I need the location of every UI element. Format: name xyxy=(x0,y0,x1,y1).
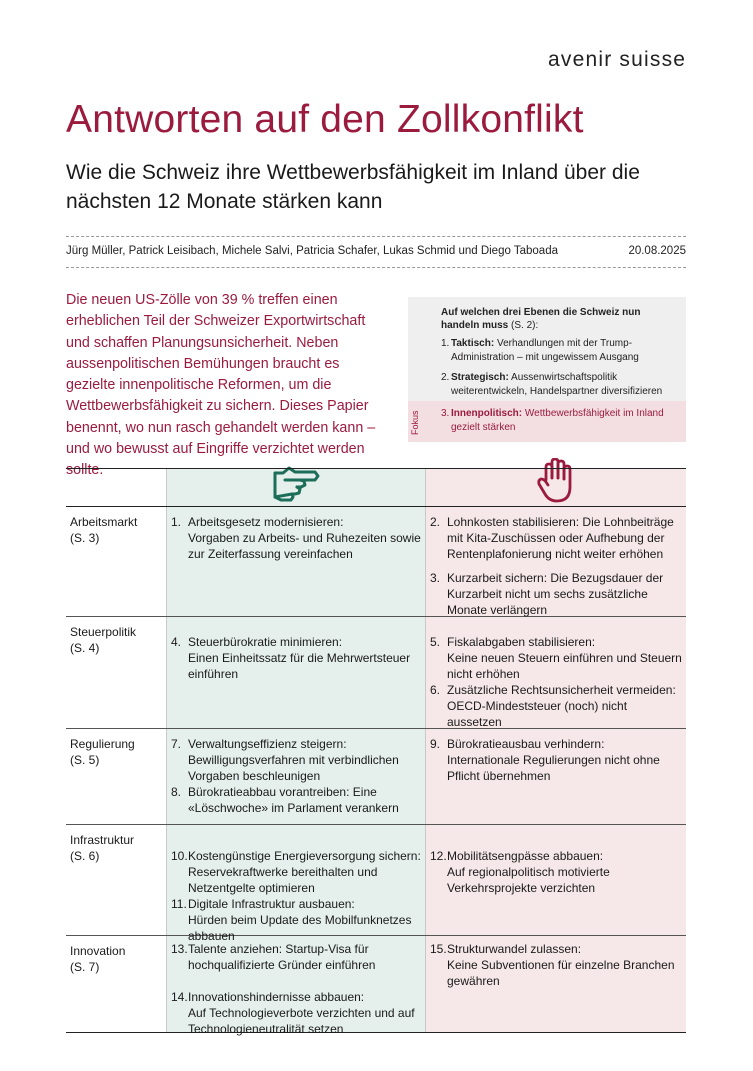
measure-text xyxy=(430,634,682,682)
row-label: Infrastruktur (S. 6) xyxy=(70,833,135,863)
measure-item xyxy=(171,736,423,784)
row-divider xyxy=(66,506,686,507)
focus-question-bold: Auf welchen drei Ebenen die Schweiz nun handeln muss xyxy=(441,307,641,331)
divider xyxy=(66,236,686,237)
measure-description: Keine Subventionen für einzelne Branchen gewähren xyxy=(447,958,675,988)
measure-item xyxy=(171,896,423,944)
measure-text xyxy=(430,736,682,784)
row-divider xyxy=(66,468,686,469)
measure-number: 1. xyxy=(171,515,182,529)
focus-box xyxy=(408,297,686,442)
measure-heading: Strukturwandel zulassen: xyxy=(447,942,582,956)
measure-description: Hürden beim Update des Mobilfunknetzes abbauen xyxy=(188,913,412,943)
measure-description: Bewilligungsverfahren mit verbindlichen Vorgaben beschleunigen xyxy=(188,753,399,783)
measure-heading: Fiskalabgaben stabilisieren: xyxy=(447,635,596,649)
divider xyxy=(66,267,686,268)
focus-item xyxy=(441,337,679,365)
measure-number: 15. xyxy=(430,942,447,956)
measure-number: 8. xyxy=(171,785,182,799)
measure-text xyxy=(171,634,423,682)
stop-hand-icon xyxy=(536,458,576,504)
measure-heading: Lohnkosten stabilisieren: xyxy=(447,515,580,529)
measure-text xyxy=(430,682,682,730)
page-subtitle: Wie die Schweiz ihre Wettbewerbsfähigkeit im Inland über die nächsten 12 Monate stärken kann xyxy=(66,161,640,213)
measure-item xyxy=(430,634,682,682)
measure-heading: Mobilitätsengpässe abbauen: xyxy=(447,849,604,863)
measure-description: Einen Einheitssatz für die Mehrwertsteuer einführen xyxy=(188,651,411,681)
measure-number: 2. xyxy=(430,515,441,529)
measure-text xyxy=(171,848,423,896)
measure-item xyxy=(430,682,682,730)
measure-item xyxy=(171,634,423,682)
measure-item xyxy=(171,514,423,562)
measure-text xyxy=(171,989,423,1037)
measure-heading: Arbeitsgesetz modernisieren: xyxy=(188,515,344,529)
page-title: Antworten auf den Zollkonflikt xyxy=(66,98,584,141)
measure-heading: Kostengünstige Energieversorgung sichern: xyxy=(188,849,421,863)
measure-heading: Bürokratieabbau vorantreiben: xyxy=(188,785,350,799)
measure-text xyxy=(171,736,423,784)
measure-description: Auf regionalpolitisch motivierte Verkehrsprojekte verzichten xyxy=(447,865,610,895)
measure-description: Die Bezugsdauer der Kurzarbeit nicht um sechs zusätzliche Monate verlängern xyxy=(447,571,664,617)
intro-paragraph: Die neuen US-Zölle von 39 % treffen einen erheblichen Teil der Schweizer Exportwirtschaft und schaffen Planungsunsicherheit. Neben aussenpolitischen Bemühungen braucht es gezielte innenpolitische Reformen, um die Wettbewerbsfähigkeit zu sichern. Dieses Papier benennt, wo nun rasch gehandelt werden kann – und wo bewusst auf Eingriffe verzichtet werden sollte. xyxy=(66,292,376,479)
measure-text xyxy=(430,941,682,989)
measure-heading: Digitale Infrastruktur ausbauen: xyxy=(188,897,355,911)
publication-date: 20.08.2025 xyxy=(628,245,686,257)
measure-text xyxy=(430,514,682,562)
column-divider xyxy=(425,468,426,1033)
measure-description: Eine «Löschwoche» im Parlament verankern xyxy=(188,785,399,815)
measure-item xyxy=(171,784,423,816)
focus-item-head: Innenpolitisch: xyxy=(451,408,523,419)
brand-logo: avenir suisse xyxy=(548,48,687,71)
measures-table xyxy=(66,468,686,1036)
measure-heading: Innovationshindernisse abbauen: xyxy=(188,990,365,1004)
measure-number: 11. xyxy=(171,897,187,911)
measure-description: Startup-Visa für hochqualifizierte Gründer einführen xyxy=(188,942,376,972)
focus-item-text: Wettbewerbsfähigkeit im Inland gezielt stärken xyxy=(451,408,664,433)
measure-number: 12. xyxy=(430,849,447,863)
measure-number: 4. xyxy=(171,635,182,649)
measure-heading: Kurzarbeit sichern: xyxy=(447,571,548,585)
row-label: Regulierung (S. 5) xyxy=(70,737,135,767)
row-divider xyxy=(66,824,686,825)
measure-item xyxy=(171,941,423,973)
measure-heading: Verwaltungseffizienz steigern: xyxy=(188,737,347,751)
measure-number: 3. xyxy=(430,571,441,585)
focus-item xyxy=(441,371,679,399)
measure-description: Reservekraftwerke bereithalten und Netzentgelte optimieren xyxy=(188,865,378,895)
row-label: Arbeitsmarkt (S. 3) xyxy=(70,515,138,545)
measure-description: Vorgaben zu Arbeits- und Ruhezeiten sowie zur Zeiterfassung vereinfachen xyxy=(188,531,421,561)
focus-item-text: Aussenwirtschaftspolitik weiterentwickeln, Handelspartner diversifizieren xyxy=(451,372,663,397)
measure-text xyxy=(171,784,423,816)
measure-text xyxy=(171,896,423,944)
measure-item xyxy=(171,848,423,896)
measure-description: Die Lohnbeiträge mit Kita-Zuschüssen oder Aufhebung der Rentenplafonierung nicht weiter erhöhen xyxy=(447,515,674,561)
column-divider xyxy=(166,468,167,1033)
measure-number: 10. xyxy=(171,849,188,863)
measure-description: Auf Technologieverbote verzichten und auf Technologieneutralität setzen xyxy=(188,1006,415,1036)
measure-heading: Bürokratieausbau verhindern: xyxy=(447,737,605,751)
measure-number: 7. xyxy=(171,737,182,751)
author-list: Jürg Müller, Patrick Leisibach, Michele Salvi, Patricia Schafer, Lukas Schmid und Diego Taboada xyxy=(66,245,558,257)
measure-number: 6. xyxy=(430,683,441,697)
measure-text xyxy=(430,570,682,618)
focus-label: Fokus xyxy=(410,410,420,436)
measure-text xyxy=(171,514,423,562)
measure-item xyxy=(430,570,682,618)
measure-text xyxy=(171,941,423,973)
row-label: Steuerpolitik (S. 4) xyxy=(70,625,137,655)
measure-item xyxy=(430,941,682,989)
measure-item xyxy=(430,848,682,896)
row-label: Innovation (S. 7) xyxy=(70,944,126,974)
measure-number: 13. xyxy=(171,942,188,956)
measure-description: Keine neuen Steuern einführen und Steuern nicht erhöhen xyxy=(447,651,682,681)
focus-item-head: Taktisch: xyxy=(451,338,495,349)
focus-item-number: 2. xyxy=(441,372,450,383)
measure-item xyxy=(171,989,423,1037)
focus-item xyxy=(441,407,679,435)
focus-question xyxy=(441,306,676,332)
measure-description: OECD-Mindeststeuer (noch) nicht aussetzen xyxy=(447,699,628,729)
focus-item-text: Verhandlungen mit der Trump-Administration – mit ungewissem Ausgang xyxy=(451,338,639,363)
measure-number: 9. xyxy=(430,737,441,751)
measure-number: 14. xyxy=(171,990,188,1004)
focus-item-number: 1. xyxy=(441,338,450,349)
focus-item-number: 3. xyxy=(441,408,450,419)
focus-item-head: Strategisch: xyxy=(451,372,509,383)
measure-number: 5. xyxy=(430,635,441,649)
measure-heading: Zusätzliche Rechtsunsicherheit vermeiden: xyxy=(447,683,676,697)
focus-question-ref: (S. 2): xyxy=(508,320,539,331)
measure-heading: Talente anziehen: xyxy=(188,942,283,956)
measure-heading: Steuerbürokratie minimieren: xyxy=(188,635,343,649)
measure-item xyxy=(430,736,682,784)
measure-item xyxy=(430,514,682,562)
measure-description: Internationale Regulierungen nicht ohne Pflicht übernehmen xyxy=(447,753,660,783)
measure-text xyxy=(430,848,682,896)
pointing-hand-icon xyxy=(271,465,321,503)
